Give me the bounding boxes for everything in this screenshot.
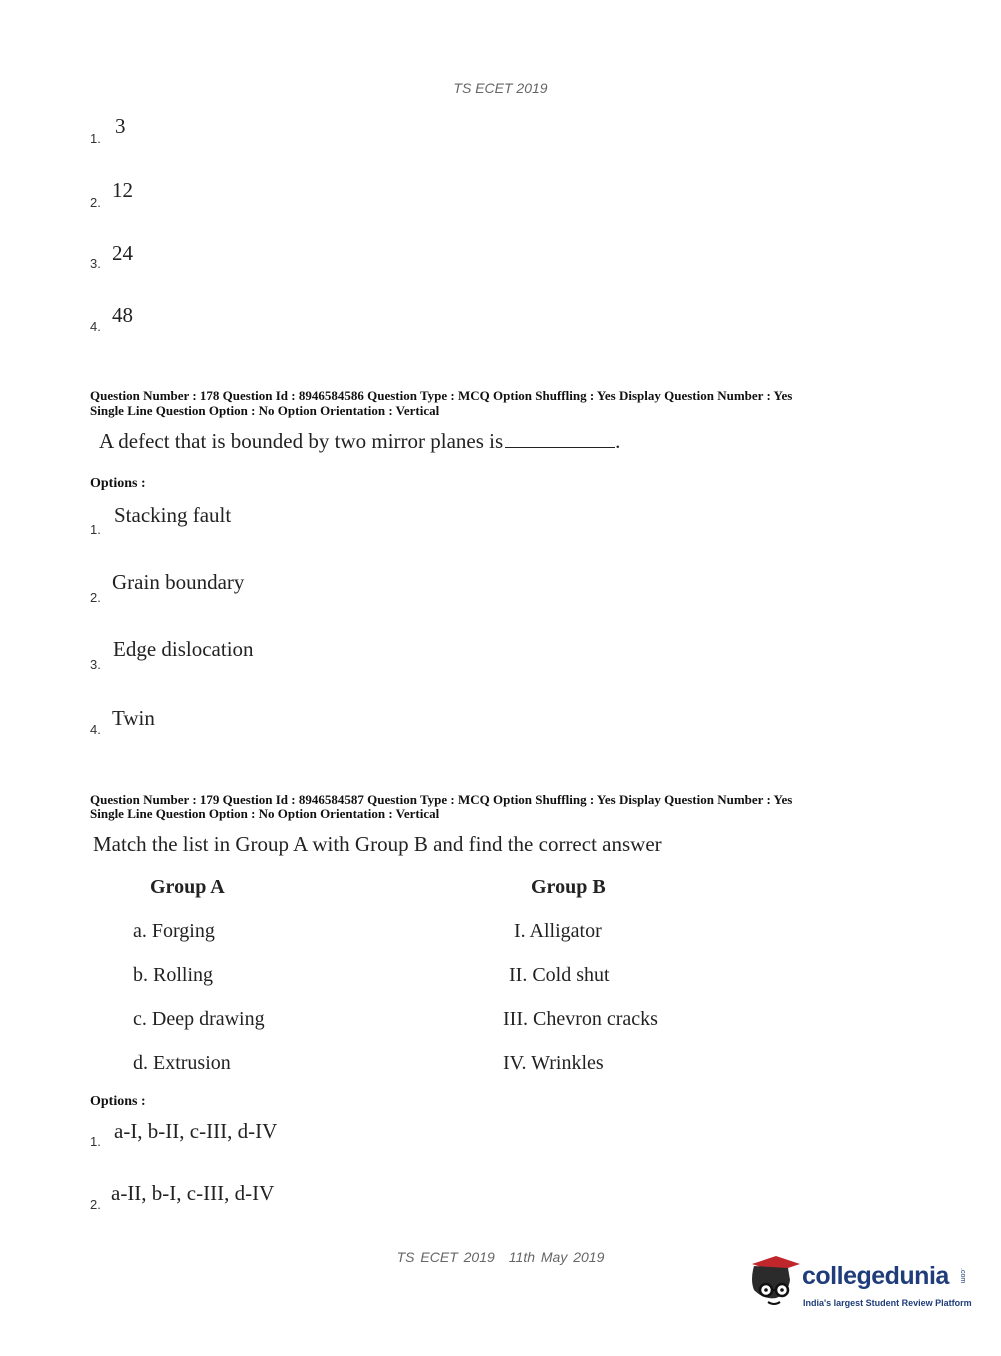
option-number: 1. [90, 1134, 101, 1149]
footer-exam: TS ECET 2019 [396, 1249, 495, 1265]
option-text: 3 [115, 114, 126, 138]
option-number: 2. [90, 1197, 101, 1212]
option-text: a-II, b-I, c-III, d-IV [111, 1181, 275, 1205]
group-b-item: IV. Wrinkles [503, 1052, 604, 1074]
group-a-item: d. Extrusion [133, 1052, 231, 1074]
group-a-item: b. Rolling [133, 964, 214, 986]
option-text: 12 [112, 178, 133, 202]
option-text: Edge dislocation [113, 637, 254, 661]
question-178-text [99, 429, 620, 454]
options-label: Options : [90, 476, 146, 491]
option-text: 24 [112, 241, 133, 265]
question-178-end: . [615, 429, 621, 453]
footer-date: 11th May 2019 [508, 1249, 605, 1265]
option-number: 3. [90, 256, 101, 271]
logo-tagline: India's largest Student Review Platform [803, 1298, 972, 1308]
logo-wordmark: collegedunia [802, 1262, 949, 1290]
option-number: 3. [90, 657, 101, 672]
option-number: 1. [90, 522, 101, 537]
logo-suffix: .com [959, 1268, 966, 1284]
option-text: Stacking fault [114, 503, 232, 527]
group-b-item: I. Alligator [514, 920, 602, 942]
question-179-meta-line2: Single Line Question Option : No Option Orientation : Vertical [90, 806, 440, 821]
mascot-icon [742, 1250, 804, 1312]
group-b-item: II. Cold shut [509, 964, 610, 986]
option-text: Grain boundary [112, 570, 245, 594]
group-a-item: a. Forging [133, 920, 215, 942]
group-a-item: c. Deep drawing [133, 1008, 265, 1030]
collegedunia-logo [742, 1250, 972, 1320]
question-179-text: Match the list in Group A with Group B and find the correct answer [93, 832, 662, 856]
option-text: Twin [112, 706, 155, 730]
answer-blank [505, 446, 615, 448]
option-text: 48 [112, 303, 133, 327]
option-number: 4. [90, 319, 101, 334]
option-number: 2. [90, 195, 101, 210]
option-number: 2. [90, 590, 101, 605]
options-label: Options : [90, 1094, 146, 1109]
option-number: 1. [90, 131, 101, 146]
option-text: a-I, b-II, c-III, d-IV [114, 1119, 278, 1143]
group-b-heading: Group B [531, 876, 606, 898]
question-179-meta-line1: Question Number : 179 Question Id : 8946584587 Question Type : MCQ Option Shuffling : Yes Display Question Number : Yes [90, 792, 793, 807]
question-178-meta-line2: Single Line Question Option : No Option Orientation : Vertical [90, 403, 440, 418]
question-178-stem: A defect that is bounded by two mirror planes is [99, 429, 504, 453]
group-a-heading: Group A [150, 876, 225, 898]
question-178-meta-line1: Question Number : 178 Question Id : 8946584586 Question Type : MCQ Option Shuffling : Yes Display Question Number : Yes [90, 388, 793, 403]
option-number: 4. [90, 722, 101, 737]
group-b-item: III. Chevron cracks [503, 1008, 658, 1030]
page-header: TS ECET 2019 [453, 80, 548, 96]
